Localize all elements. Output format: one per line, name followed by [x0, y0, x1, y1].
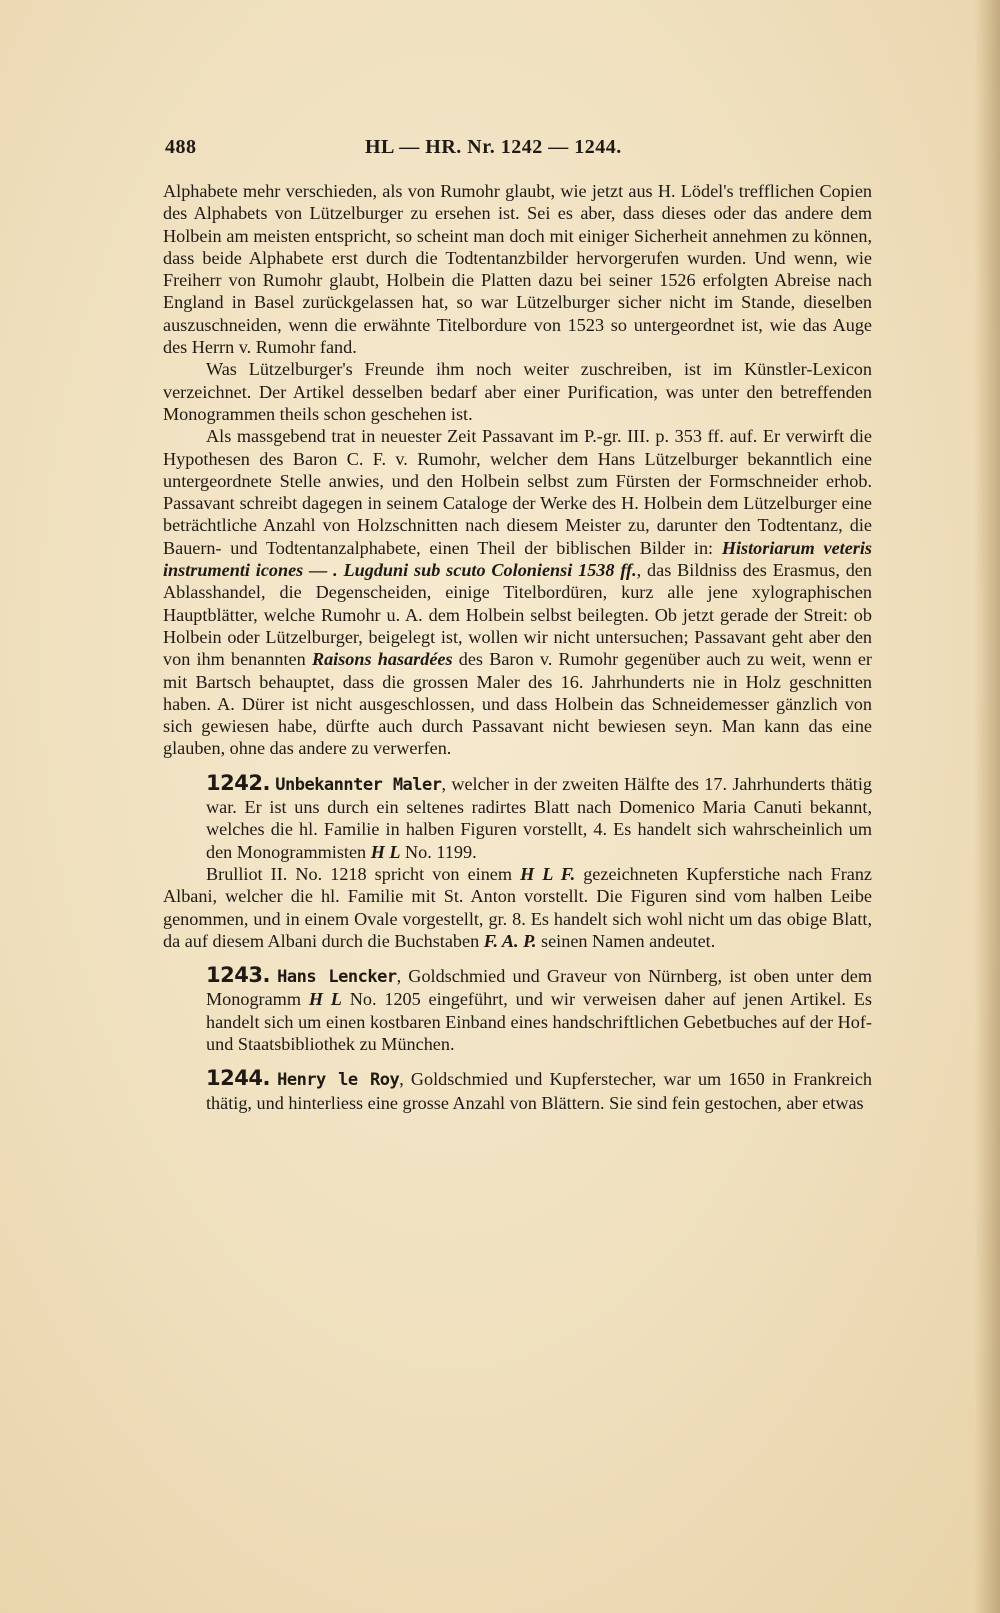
entry-text: No. 1205 eingeführt, und wir verweisen daher auf jenen Artikel. Es handelt sich um einen kostbaren Einband eines handschriftlichen Gebetbuches auf der Hof- und Staatsbibliothek zu München. [206, 989, 872, 1054]
entry-heading-line [163, 964, 872, 1055]
entry-1243 [163, 964, 872, 1055]
passavant-paragraph [163, 425, 872, 759]
entry-number: 1242. [206, 770, 270, 795]
paragraph-text: des Baron v. Rumohr gegenüber auch zu weit, wenn er mit Bartsch behauptet, dass die grossen Maler des 16. Jahrhunderts nie in Holz geschnitten haben. A. Dürer ist nicht ausgeschlossen, und dass Holbein das Schneidemesser gänzlich von sich gewiesen habe, dürfte auch durch Passavant nicht bewiesen seyn. Man kann das eine glauben, ohne das andere zu verwerfen. [163, 649, 872, 759]
entry-text: , Goldschmied und Graveur von Nürnberg, ist oben unter dem Monogramm [206, 966, 872, 1010]
body-text [163, 180, 872, 1114]
paragraph-text: Als massgebend trat in neuester Zeit Passavant im P.-gr. III. p. 353 ff. auf. Er verwirft die Hypothesen des Baron C. F. v. Rumohr, welcher dem Hans Lützelburger bekanntlich eine untergeordnete Stelle anwies, und den Holbein selbst zum Fürsten der Formschneider erhob. Passavant schreibt dagegen in seinem Cataloge der Werke des H. Holbein dem Lützelburger eine beträchtliche Anzahl von Holzschnitten nach diesem Meister zu, darunter den Todtentanz, die Bauern- und Todtentanzalphabete, einen Theil der biblischen Bilder in: [163, 426, 872, 558]
paragraph: Was Lützelburger's Freunde ihm noch weiter zuschreiben, ist im Künstler-Lexicon verzeichnet. Der Artikel desselben bedarf aber einer Purification, was unter den betreffenden Monogrammen theils schon geschehen ist. [163, 359, 872, 424]
entry-heading-line [163, 1067, 872, 1114]
paragraph-text: , das Bildniss des Erasmus, den Ablasshandel, die Degenscheiden, einige Titelbordüren, kurz alle jene xylographischen Hauptblätter, welche Rumohr u. A. dem Holbein selbst beilegten. Ob jetzt gerade der Streit: ob Holbein oder Lützelburger, beigelegt ist, wollen wir nicht untersuchen; Passavant geht aber den von ihm benannten [163, 560, 872, 670]
entry-name: Hans Lencker [277, 967, 397, 988]
page-number: 488 [165, 136, 197, 158]
entry-heading-line [163, 772, 872, 863]
monogram-reference: H L [308, 989, 342, 1010]
paragraph-text: Brulliot II. No. 1218 spricht von einem [206, 863, 521, 884]
paragraph [163, 863, 872, 952]
paragraph-text: gezeichneten Kupferstiche nach Franz Albani, welcher die hl. Familie mit St. Anton vorstellt. Die Figuren sind vom halben Leibe genommen, und in einem Ovale vorgestellt, gr. 8. Es handelt sich wohl nicht um das obige Blatt, da auf diesem Albani durch die Buchstaben [163, 863, 872, 951]
entry-name: Henry le Roy [277, 1070, 400, 1091]
running-head: HL — HR. Nr. 1242 — 1244. [365, 136, 622, 158]
entry-1242 [163, 772, 872, 952]
entry-text: , Goldschmied und Kupferstecher, war um 1650 in Frankreich thätig, und hinterliess eine grosse Anzahl von Blättern. Sie sind fein gestochen, aber etwas [206, 1069, 872, 1113]
paragraph-text: seinen Namen andeutet. [536, 930, 716, 951]
entry-number: 1244. [206, 1066, 270, 1091]
entry-text: , welcher in der zweiten Hälfte des 17. Jahrhunderts thätig war. Er ist uns durch ein seltenes radirtes Blatt nach Domenico Maria Canuti bekannt, welches die hl. Familie in halben Figuren vorstellt, 4. Es handelt sich wahrscheinlich um den Monogrammisten [206, 773, 872, 862]
book-title: Historiarum veteris instrumenti icones — . Lugduni sub scuto Coloniensi 1538 ff. [163, 537, 872, 581]
entry-1244 [163, 1067, 872, 1114]
page-content [163, 132, 872, 1114]
entry-name: Unbekannter Maler [275, 774, 442, 795]
page-edge-shadow [974, 0, 1000, 1613]
monogram-reference: H L [370, 841, 401, 862]
monogram-reference: H L F. [520, 863, 576, 884]
quoted-title: Raisons hasardées [311, 649, 453, 670]
entry-text: No. 1199. [400, 841, 477, 862]
paragraph: Alphabete mehr verschieden, als von Rumohr glaubt, wie jetzt aus H. Lödel's trefflichen Copien des Alphabets von Lützelburger zu ersehen ist. Sei es aber, dass dieses oder das andere dem Holbein am meisten entspricht, so scheint man doch mit einiger Sicherheit annehmen zu können, dass beide Alphabete erst durch die Todtentanzbilder hervorgerufen wurden. Und wenn, wie Freiherr von Rumohr glaubt, Holbein die Platten dazu bei seiner 1526 erfolgten Abreise nach England in Basel zurückgelassen hat, so war Lützelburger sicher nicht im Stande, dieselben auszuschneiden, wenn die erwähnte Titelbordure von 1523 so untergeordnet ist, wie das Auge des Herrn v. Rumohr fand. [163, 181, 872, 358]
page-header [163, 132, 872, 164]
monogram-reference: F. A. P. [483, 930, 537, 951]
entry-number: 1243. [206, 963, 270, 988]
